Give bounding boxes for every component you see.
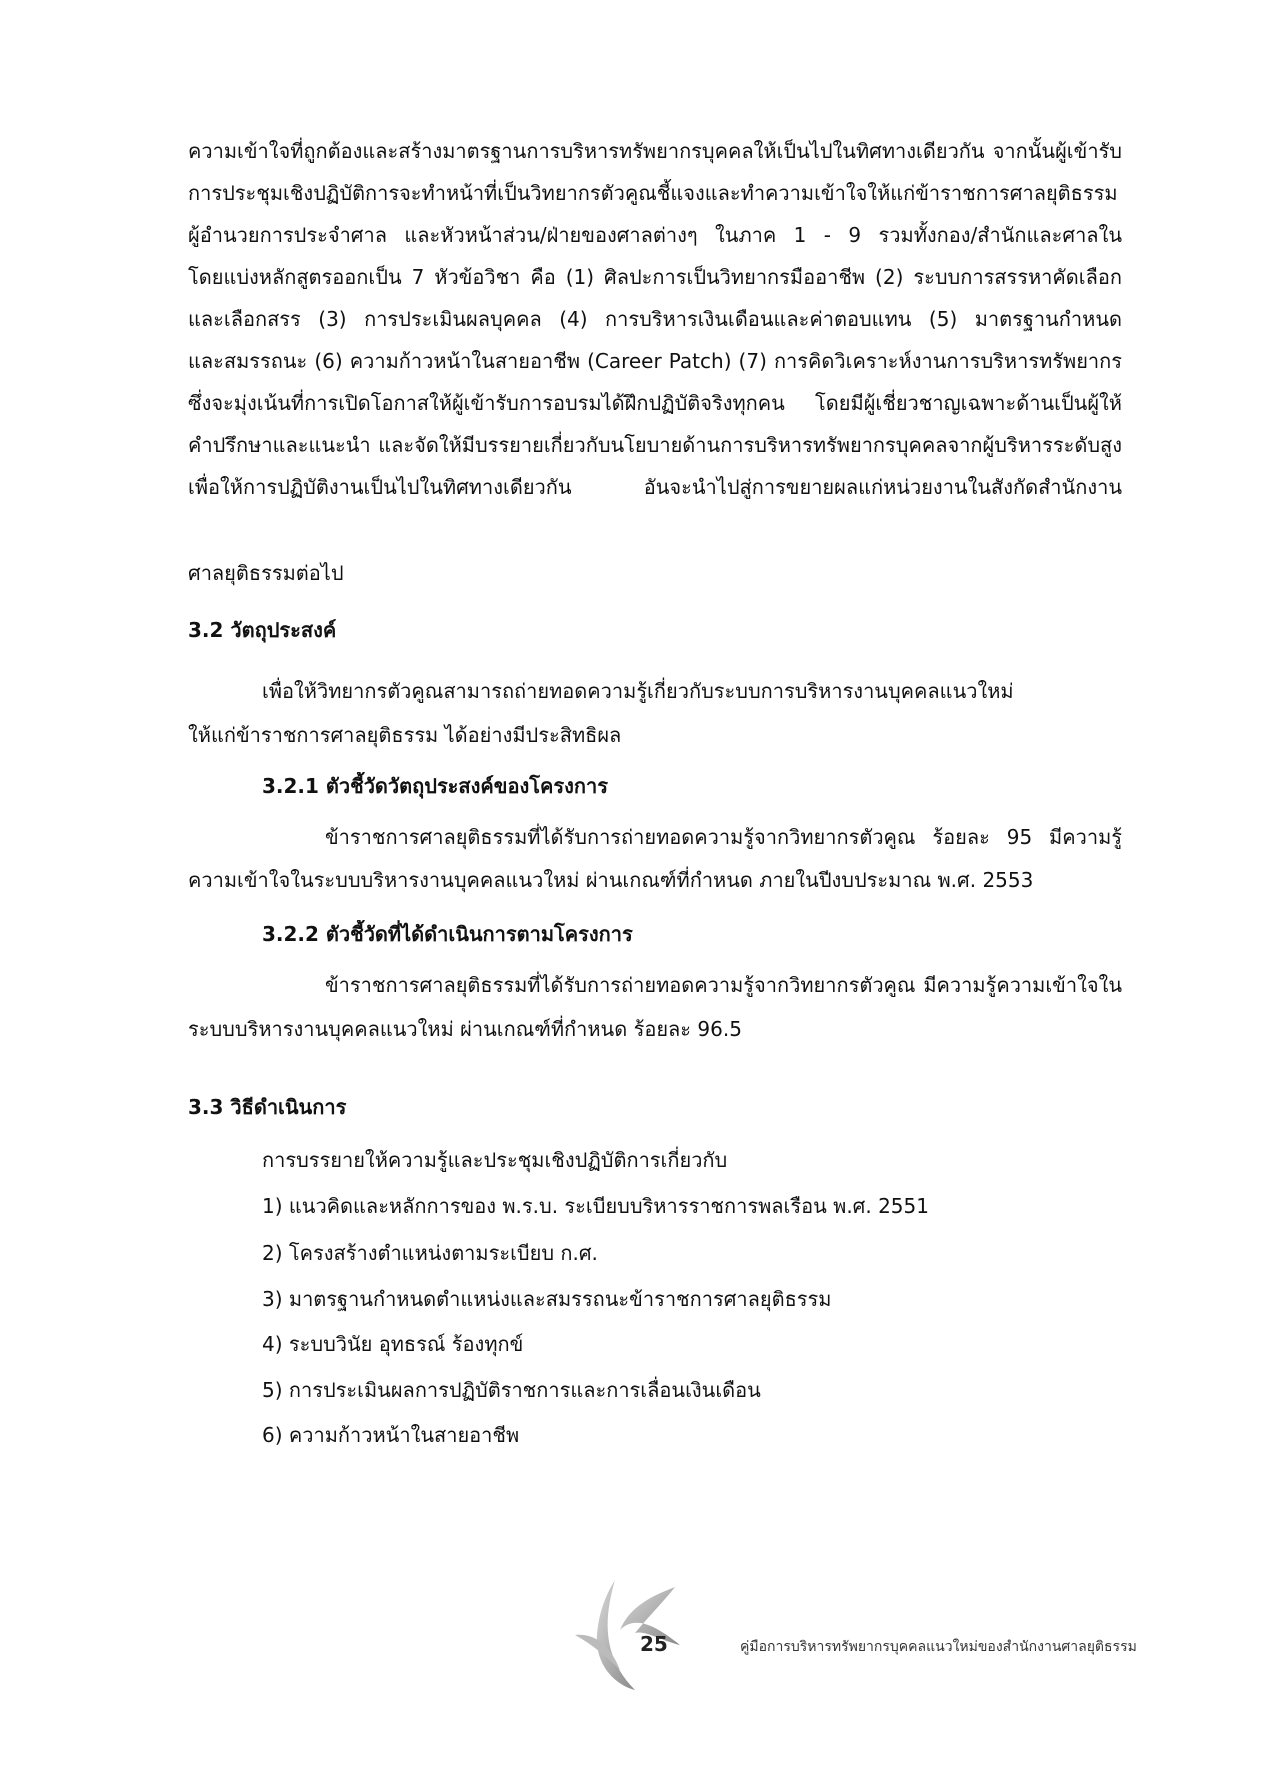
paragraph-line: ข้าราชการศาลยุติธรรมที่ได้รับการถ่ายทอดความรู้จากวิทยากรตัวคูณ ร้อยละ 95 มีความรู้ bbox=[325, 825, 1122, 849]
paragraph-line: คำปรึกษาและแนะนำ และจัดให้มีบรรยายเกี่ยวกับนโยบายด้านการบริหารทรัพยากรบุคคลจากผู้บริหารระดับสูง bbox=[188, 433, 1122, 457]
section-heading: 3.2 วัตถุประสงค์ bbox=[188, 618, 337, 642]
list-item: 2) โครงสร้างตำแหน่งตามระเบียบ ก.ศ. bbox=[262, 1241, 598, 1265]
paragraph-line: ผู้อำนวยการประจำศาล และหัวหน้าส่วน/ฝ่ายของศาลต่างๆ ในภาค 1 - 9 รวมทั้งกอง/สำนักและศาลใน bbox=[188, 223, 1122, 247]
paragraph-line: และเลือกสรร (3) การประเมินผลบุคคล (4) การบริหารเงินเดือนและค่าตอบแทน (5) มาตรฐานกำหนด bbox=[188, 307, 1122, 331]
footer-title: คู่มือการบริหารทรัพยากรบุคคลแนวใหม่ของสำนักงานศาลยุติธรรม bbox=[740, 1639, 1137, 1655]
list-item: 5) การประเมินผลการปฏิบัติราชการและการเลื่อนเงินเดือน bbox=[262, 1378, 761, 1402]
paragraph-line: ซึ่งจะมุ่งเน้นที่การเปิดโอกาสให้ผู้เข้ารับการอบรมได้ฝึกปฏิบัติจริงทุกคน โดยมีผู้เชี่ยวชาญเฉพาะด้านเป็นผู้ให้ bbox=[188, 391, 1122, 415]
paragraph-line: และสมรรถนะ (6) ความก้าวหน้าในสายอาชีพ (Career Patch) (7) การคิดวิเคราะห์งานการบริหารทรัพยากร bbox=[188, 349, 1122, 373]
paragraph-line: ศาลยุติธรรมต่อไป bbox=[188, 561, 344, 585]
subsection-heading: 3.2.1 ตัวชี้วัดวัตถุประสงค์ของโครงการ bbox=[262, 774, 608, 798]
paragraph-line: การประชุมเชิงปฏิบัติการจะทำหน้าที่เป็นวิทยากรตัวคูณชี้แจงและทำความเข้าใจให้แก่ข้าราชการศาลยุติธรรม bbox=[188, 181, 1118, 205]
paragraph-line: เพื่อให้วิทยากรตัวคูณสามารถถ่ายทอดความรู้เกี่ยวกับระบบการบริหารงานบุคคลแนวใหม่ bbox=[262, 679, 1014, 703]
list-item: 3) มาตรฐานกำหนดตำแหน่งและสมรรถนะข้าราชการศาลยุติธรรม bbox=[262, 1287, 832, 1311]
swirl-logo-icon bbox=[575, 1575, 685, 1695]
list-item: 1) แนวคิดและหลักการของ พ.ร.บ. ระเบียบบริหารราชการพลเรือน พ.ศ. 2551 bbox=[262, 1194, 929, 1218]
list-item: 4) ระบบวินัย อุทธรณ์ ร้องทุกข์ bbox=[262, 1332, 524, 1356]
paragraph-line: ความเข้าใจที่ถูกต้องและสร้างมาตรฐานการบริหารทรัพยากรบุคคลให้เป็นไปในทิศทางเดียวกัน จากนั้นผู้เข้ารับ bbox=[188, 139, 1122, 163]
paragraph-line: ให้แก่ข้าราชการศาลยุติธรรม ได้อย่างมีประสิทธิผล bbox=[188, 723, 622, 747]
paragraph-line: ข้าราชการศาลยุติธรรมที่ได้รับการถ่ายทอดความรู้จากวิทยากรตัวคูณ มีความรู้ความเข้าใจใน bbox=[325, 973, 1122, 997]
section-intro: การบรรยายให้ความรู้และประชุมเชิงปฏิบัติการเกี่ยวกับ bbox=[262, 1148, 728, 1172]
page-number: 25 bbox=[640, 1632, 668, 1656]
paragraph-line: เพื่อให้การปฏิบัติงานเป็นไปในทิศทางเดียวกัน อันจะนำไปสู่การขยายผลแก่หน่วยงานในสังกัดสำนักงาน bbox=[188, 475, 1122, 499]
subsection-heading: 3.2.2 ตัวชี้วัดที่ได้ดำเนินการตามโครงการ bbox=[262, 922, 633, 946]
paragraph-line: โดยแบ่งหลักสูตรออกเป็น 7 หัวข้อวิชา คือ (1) ศิลปะการเป็นวิทยากรมืออาชีพ (2) ระบบการสรรหาคัดเลือก bbox=[188, 265, 1122, 289]
paragraph-line: ระบบบริหารงานบุคคลแนวใหม่ ผ่านเกณฑ์ที่กำหนด ร้อยละ 96.5 bbox=[188, 1017, 742, 1041]
list-item: 6) ความก้าวหน้าในสายอาชีพ bbox=[262, 1423, 520, 1447]
paragraph-line: ความเข้าใจในระบบบริหารงานบุคคลแนวใหม่ ผ่านเกณฑ์ที่กำหนด ภายในปีงบประมาณ พ.ศ. 2553 bbox=[188, 868, 1034, 892]
section-heading: 3.3 วิธีดำเนินการ bbox=[188, 1095, 347, 1119]
